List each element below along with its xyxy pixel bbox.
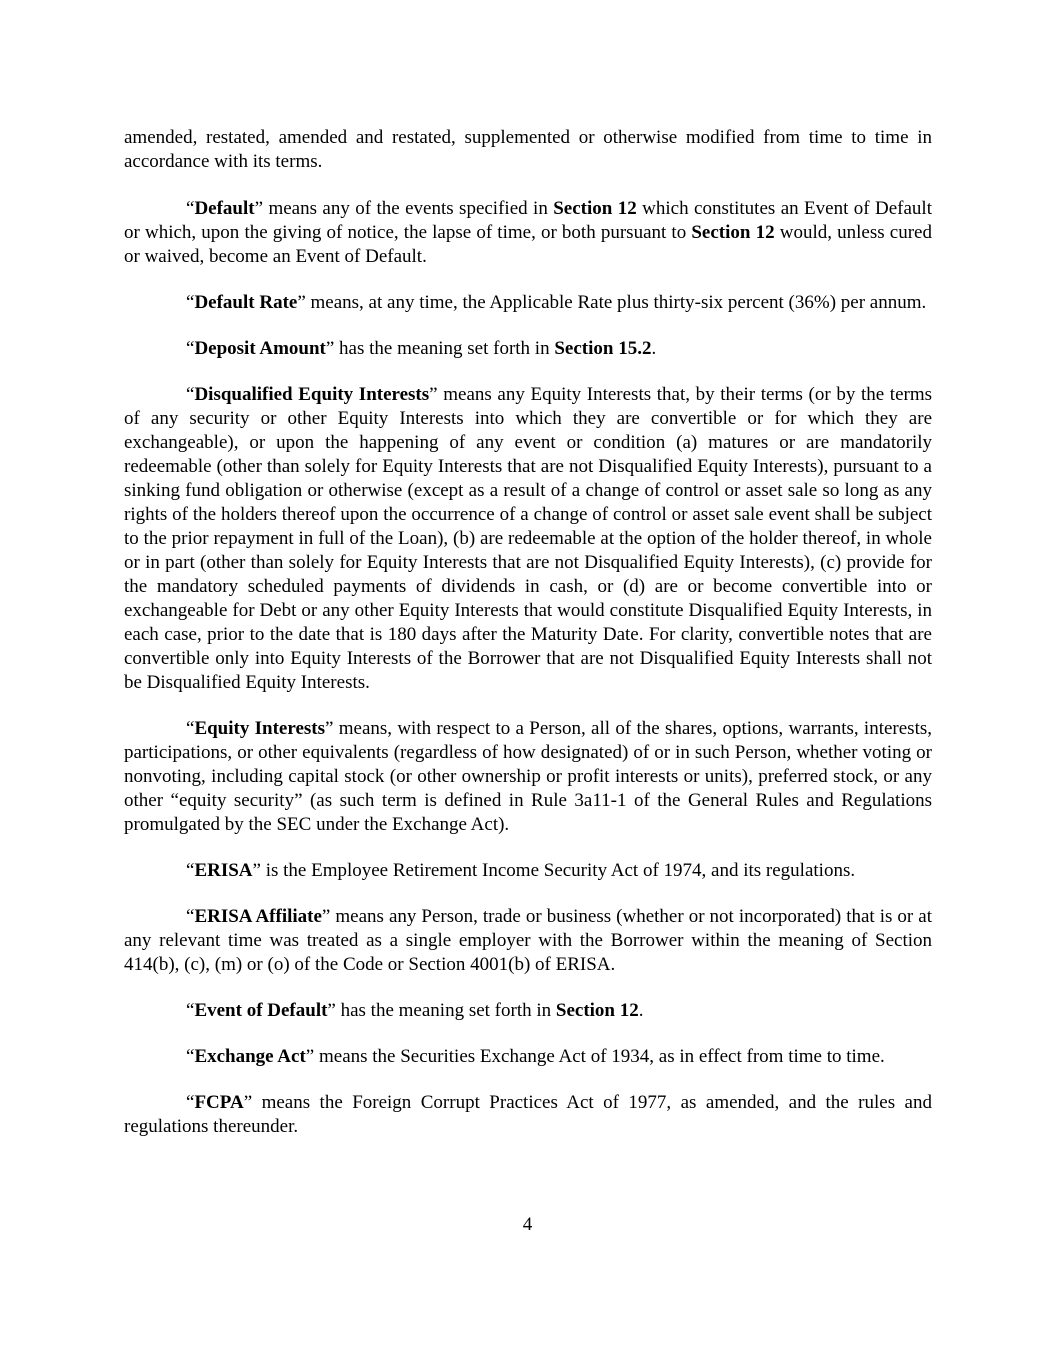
definition-text: . xyxy=(638,1000,644,1021)
definition-fcpa xyxy=(124,1091,932,1139)
definition-text: ” means the Foreign Corrupt Practices Act of 1977, as amended, and the rules and regulations thereunder. xyxy=(124,1092,932,1137)
defined-term: Deposit Amount xyxy=(194,338,326,359)
continuation-text: amended, restated, amended and restated, supplemented or otherwise modified from time to time in accordance with its terms. xyxy=(124,127,932,172)
definition-equity-interests xyxy=(124,717,932,837)
definition-text: ” means, at any time, the Applicable Rate plus thirty-six percent (36%) per annum. xyxy=(297,292,927,313)
section-reference: Section 12 xyxy=(553,198,637,219)
definition-erisa xyxy=(124,859,932,883)
definition-text: ” is the Employee Retirement Income Security Act of 1974, and its regulations. xyxy=(252,860,856,881)
defined-term: ERISA xyxy=(194,860,253,881)
definition-text: which constitutes an Event of Default or which, upon the giving of notice, the lapse of time, or both pursuant to xyxy=(124,198,932,243)
definition-erisa-affiliate xyxy=(124,905,932,977)
defined-term: Default Rate xyxy=(194,292,298,313)
open-quote: “ xyxy=(186,384,195,405)
definition-text: ” has the meaning set forth in xyxy=(325,338,555,359)
definition-deposit-amount xyxy=(124,337,932,361)
document-page xyxy=(124,126,932,1161)
definition-text: ” means the Securities Exchange Act of 1934, as in effect from time to time. xyxy=(305,1046,885,1067)
definition-text: . xyxy=(651,338,657,359)
open-quote: “ xyxy=(186,292,195,313)
open-quote: “ xyxy=(186,1092,195,1113)
definition-text: ” has the meaning set forth in xyxy=(327,1000,556,1021)
open-quote: “ xyxy=(186,1000,195,1021)
defined-term: Exchange Act xyxy=(194,1046,306,1067)
definition-exchange-act xyxy=(124,1045,932,1069)
definition-default-rate xyxy=(124,291,932,315)
definition-text: would, unless cured or waived, become an Event of Default. xyxy=(124,222,932,267)
defined-term: Default xyxy=(194,198,255,219)
definition-default xyxy=(124,197,932,269)
definition-text: ” means, with respect to a Person, all of the shares, options, warrants, interests, participations, or other equivalents (regardless of how designated) of or in such Person, whether voting or nonvoting, including capital stock (or other ownership or profit interests or units), preferred stock, or any other “equity security” (as such term is defined in Rule 3a11-1 of the General Rules and Regulations promulgated by the SEC under the Exchange Act). xyxy=(124,718,932,835)
page-number: 4 xyxy=(522,1214,533,1235)
defined-term: Event of Default xyxy=(194,1000,328,1021)
definition-event-of-default xyxy=(124,999,932,1023)
section-reference: Section 12 xyxy=(691,222,775,243)
definition-text: ” means any Person, trade or business (whether or not incorporated) that is or at any relevant time was treated as a single employer with the Borrower within the meaning of Section 414(b), (c), (m) or (o) of the Code or Section 4001(b) of ERISA. xyxy=(124,906,932,975)
defined-term: Disqualified Equity Interests xyxy=(194,384,430,405)
defined-term: FCPA xyxy=(194,1092,244,1113)
defined-term: ERISA Affiliate xyxy=(194,906,322,927)
open-quote: “ xyxy=(186,1046,195,1067)
continuation-paragraph xyxy=(124,126,932,174)
section-reference: Section 12 xyxy=(555,1000,639,1021)
open-quote: “ xyxy=(186,906,195,927)
definition-text: ” means any of the events specified in xyxy=(254,198,554,219)
open-quote: “ xyxy=(186,338,195,359)
open-quote: “ xyxy=(186,198,195,219)
defined-term: Equity Interests xyxy=(194,718,326,739)
definition-text: ” means any Equity Interests that, by their terms (or by the terms of any security or other Equity Interests into which they are convertible or for which they are exchangeable), or upon the happening of any event or condition (a) matures or are mandatorily redeemable (other than solely for Equity Interests that are not Disqualified Equity Interests), pursuant to a sinking fund obligation or otherwise (except as a result of a change of control or asset sale so long as any rights of the holders thereof upon the occurrence of a change of control or asset sale event shall be subject to the prior repayment in full of the Loan), (b) are redeemable at the option of the holder thereof, in whole or in part (other than solely for Equity Interests that are not Disqualified Equity Interests), (c) provide for the mandatory scheduled payments of dividends in cash, or (d) are or become convertible into or exchangeable for Debt or any other Equity Interests that would constitute Disqualified Equity Interests, in each case, prior to the date that is 180 days after the Maturity Date. For clarity, convertible notes that are convertible only into Equity Interests of the Borrower that are not Disqualified Equity Interests shall not be Disqualified Equity Interests. xyxy=(124,384,932,693)
open-quote: “ xyxy=(186,718,195,739)
section-reference: Section 15.2 xyxy=(554,338,652,359)
definition-disqualified-equity-interests xyxy=(124,383,932,695)
open-quote: “ xyxy=(186,860,195,881)
